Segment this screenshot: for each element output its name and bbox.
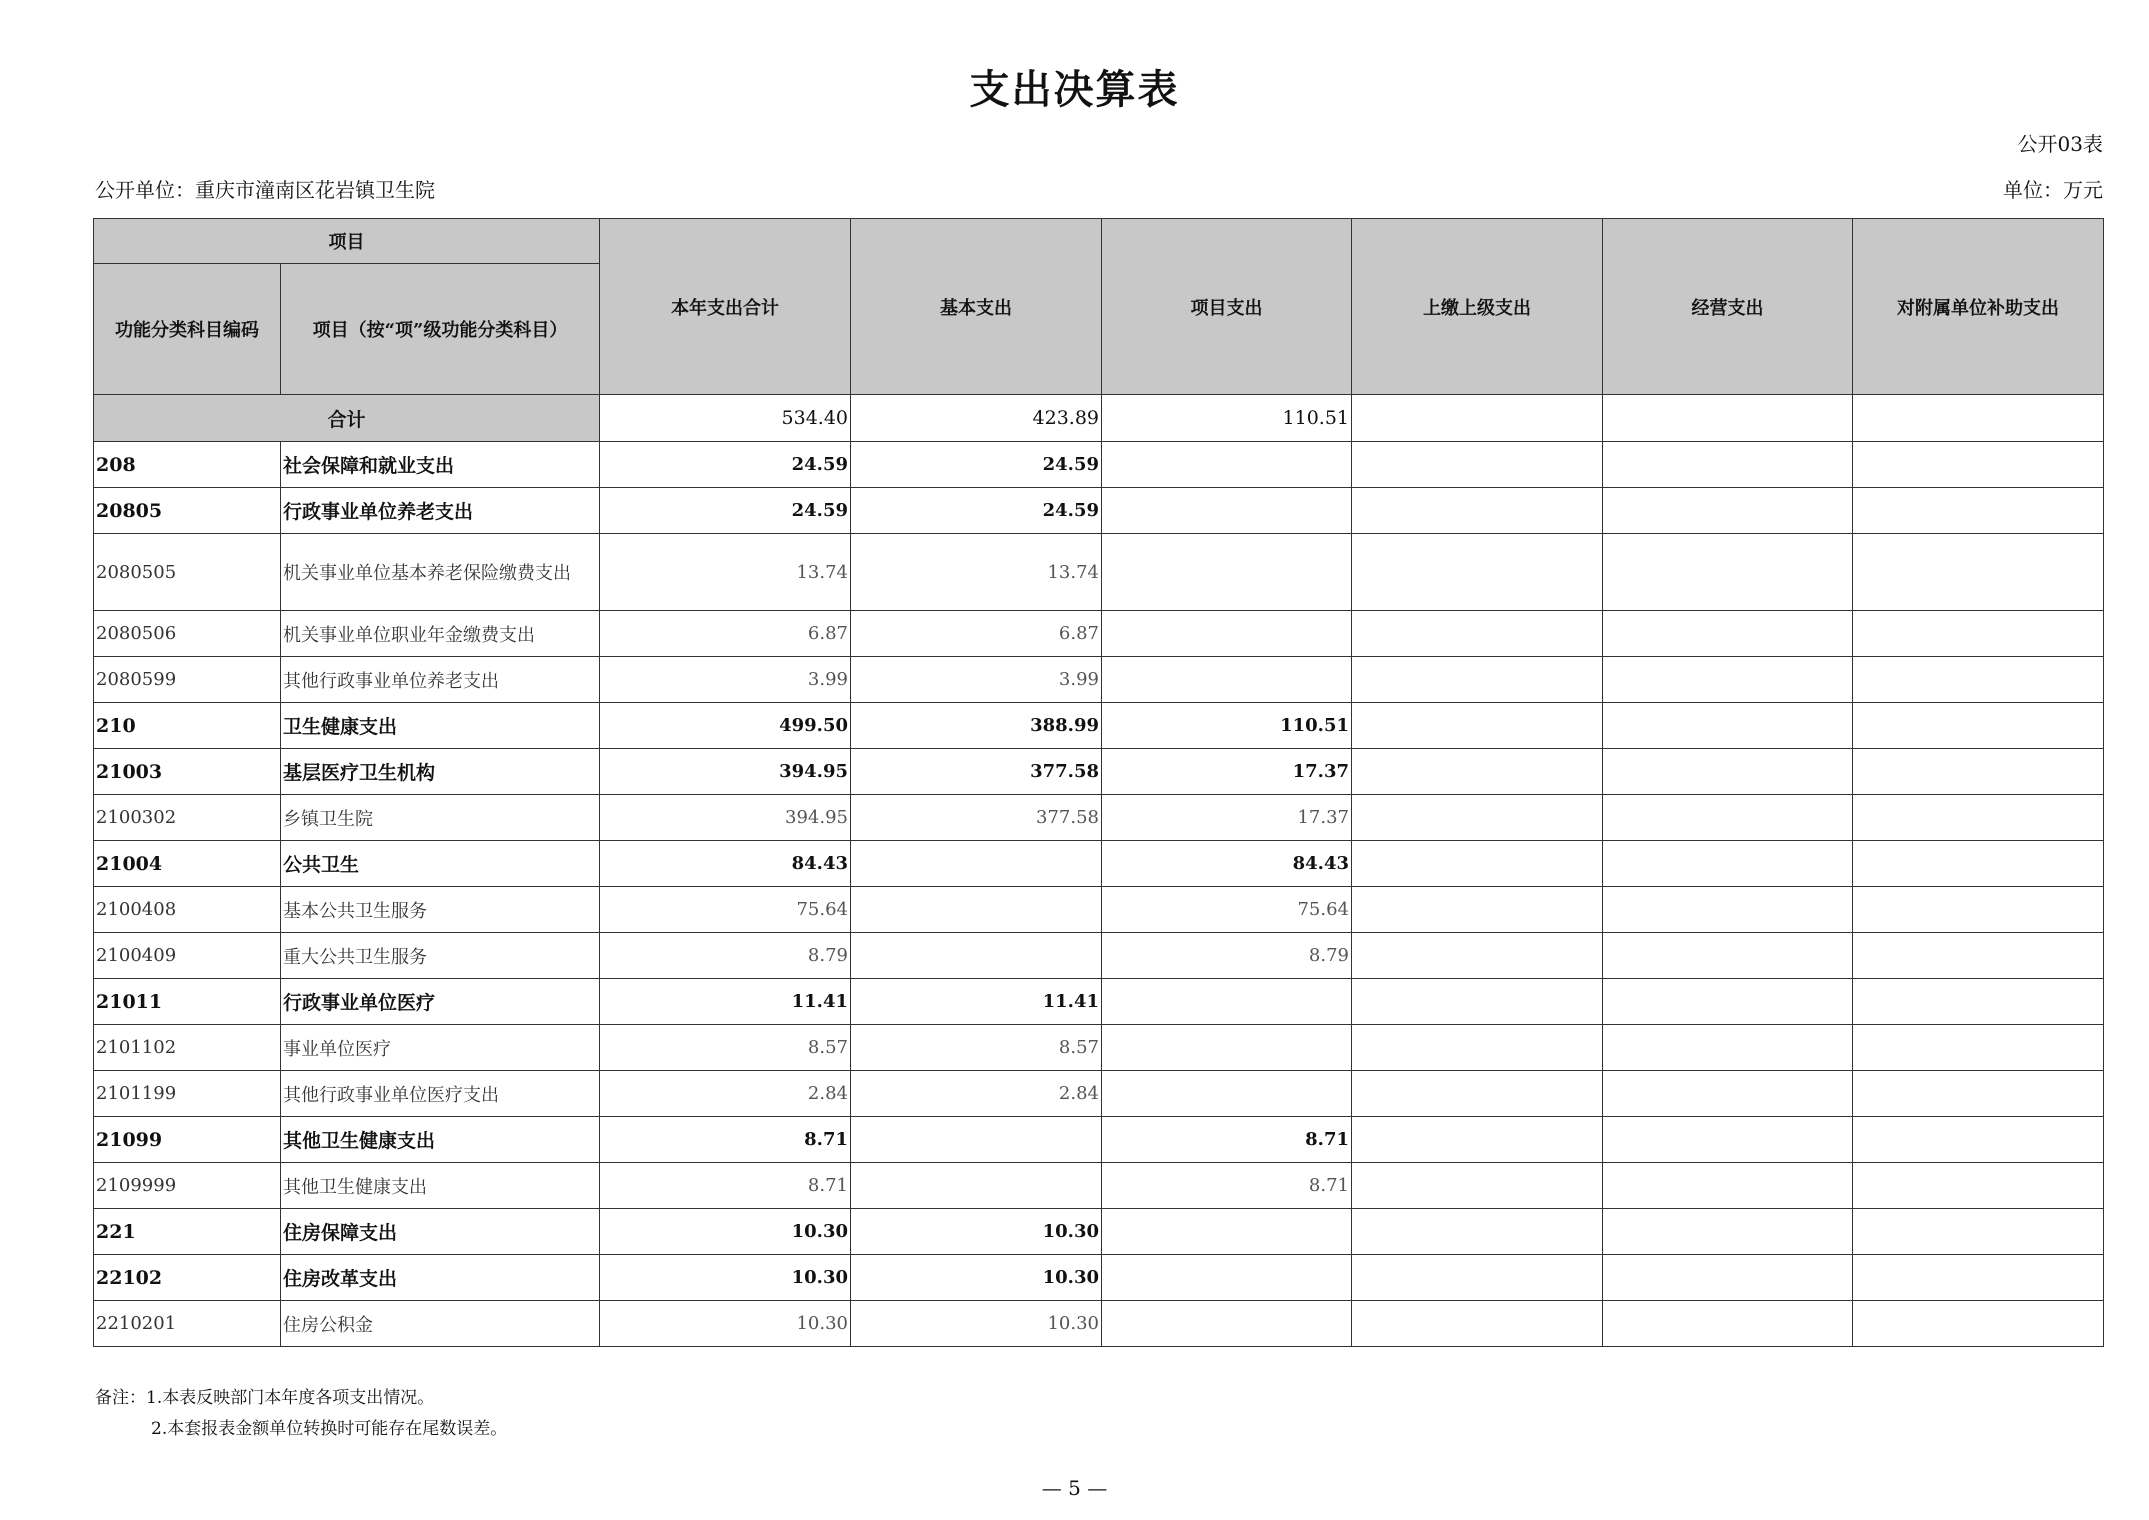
cell-subsidy: [1853, 1209, 2104, 1255]
table-row: [94, 1071, 2104, 1117]
cell-subsidy: [1853, 657, 2104, 703]
cell-subsidy: [1853, 979, 2104, 1025]
cell-upper: [1352, 1255, 1603, 1301]
cell-total: 8.79: [600, 933, 851, 979]
cell-name: 其他卫生健康支出: [281, 1117, 600, 1163]
cell-total: 84.43: [600, 841, 851, 887]
table-row: [94, 749, 2104, 795]
cell-project: [1102, 1255, 1352, 1301]
total-project: 110.51: [1102, 395, 1352, 442]
cell-name: 住房公积金: [281, 1301, 600, 1347]
table-row: [94, 442, 2104, 488]
cell-code: 2101199: [94, 1071, 281, 1117]
cell-subsidy: [1853, 534, 2104, 611]
header-subsidy: 对附属单位补助支出: [1853, 219, 2104, 395]
cell-total: 499.50: [600, 703, 851, 749]
cell-subsidy: [1853, 488, 2104, 534]
header-operation: 经营支出: [1603, 219, 1853, 395]
cell-project: [1102, 1025, 1352, 1071]
cell-basic: [851, 933, 1102, 979]
cell-operation: [1603, 1025, 1853, 1071]
cell-basic: 6.87: [851, 611, 1102, 657]
total-label: 合计: [94, 395, 600, 442]
cell-subsidy: [1853, 887, 2104, 933]
note-1: 备注：1.本表反映部门本年度各项支出情况。: [95, 1388, 435, 1408]
cell-total: 8.57: [600, 1025, 851, 1071]
cell-upper: [1352, 703, 1603, 749]
cell-total: 10.30: [600, 1255, 851, 1301]
cell-upper: [1352, 887, 1603, 933]
cell-basic: [851, 887, 1102, 933]
cell-operation: [1603, 1255, 1853, 1301]
cell-code: 208: [94, 442, 281, 488]
cell-name: 行政事业单位养老支出: [281, 488, 600, 534]
table-row: [94, 1301, 2104, 1347]
cell-name: 行政事业单位医疗: [281, 979, 600, 1025]
total-upper: [1352, 395, 1603, 442]
money-unit: 单位：万元: [2003, 178, 2103, 202]
cell-upper: [1352, 442, 1603, 488]
cell-project: 84.43: [1102, 841, 1352, 887]
cell-project: 17.37: [1102, 795, 1352, 841]
cell-name: 乡镇卫生院: [281, 795, 600, 841]
cell-project: [1102, 534, 1352, 611]
cell-name: 住房保障支出: [281, 1209, 600, 1255]
cell-subsidy: [1853, 442, 2104, 488]
total-total: 534.40: [600, 395, 851, 442]
cell-upper: [1352, 933, 1603, 979]
cell-project: 17.37: [1102, 749, 1352, 795]
cell-operation: [1603, 887, 1853, 933]
cell-name: 其他卫生健康支出: [281, 1163, 600, 1209]
cell-code: 2080505: [94, 534, 281, 611]
cell-subsidy: [1853, 611, 2104, 657]
cell-name: 机关事业单位基本养老保险缴费支出: [281, 534, 600, 611]
cell-operation: [1603, 1209, 1853, 1255]
cell-operation: [1603, 703, 1853, 749]
cell-upper: [1352, 1071, 1603, 1117]
cell-project: [1102, 442, 1352, 488]
cell-basic: 13.74: [851, 534, 1102, 611]
cell-upper: [1352, 1117, 1603, 1163]
cell-subsidy: [1853, 1117, 2104, 1163]
cell-total: 75.64: [600, 887, 851, 933]
cell-basic: 377.58: [851, 795, 1102, 841]
table-row: [94, 979, 2104, 1025]
cell-code: 210: [94, 703, 281, 749]
cell-project: 8.71: [1102, 1117, 1352, 1163]
cell-name: 事业单位医疗: [281, 1025, 600, 1071]
cell-total: 11.41: [600, 979, 851, 1025]
cell-code: 21099: [94, 1117, 281, 1163]
cell-basic: 10.30: [851, 1255, 1102, 1301]
table-row: [94, 887, 2104, 933]
cell-basic: 2.84: [851, 1071, 1102, 1117]
cell-name: 其他行政事业单位医疗支出: [281, 1071, 600, 1117]
table-row: [94, 1025, 2104, 1071]
cell-operation: [1603, 657, 1853, 703]
cell-code: 2100408: [94, 887, 281, 933]
cell-total: 3.99: [600, 657, 851, 703]
header-name: 项目（按“项”级功能分类科目）: [281, 264, 600, 395]
cell-code: 2100302: [94, 795, 281, 841]
cell-total: 2.84: [600, 1071, 851, 1117]
cell-subsidy: [1853, 1025, 2104, 1071]
cell-total: 10.30: [600, 1209, 851, 1255]
cell-basic: 377.58: [851, 749, 1102, 795]
cell-subsidy: [1853, 1071, 2104, 1117]
cell-project: [1102, 1071, 1352, 1117]
table-row: [94, 795, 2104, 841]
table-row: [94, 611, 2104, 657]
cell-upper: [1352, 657, 1603, 703]
cell-project: 75.64: [1102, 887, 1352, 933]
cell-subsidy: [1853, 841, 2104, 887]
total-subsidy: [1853, 395, 2104, 442]
cell-code: 21003: [94, 749, 281, 795]
cell-upper: [1352, 1209, 1603, 1255]
cell-upper: [1352, 1163, 1603, 1209]
cell-upper: [1352, 488, 1603, 534]
cell-total: 13.74: [600, 534, 851, 611]
cell-project: [1102, 979, 1352, 1025]
cell-code: 2109999: [94, 1163, 281, 1209]
cell-name: 住房改革支出: [281, 1255, 600, 1301]
cell-basic: 24.59: [851, 488, 1102, 534]
cell-subsidy: [1853, 703, 2104, 749]
cell-total: 10.30: [600, 1301, 851, 1347]
header-project: 项目支出: [1102, 219, 1352, 395]
header-upper: 上缴上级支出: [1352, 219, 1603, 395]
total-basic: 423.89: [851, 395, 1102, 442]
table-row: [94, 703, 2104, 749]
cell-name: 基本公共卫生服务: [281, 887, 600, 933]
cell-upper: [1352, 749, 1603, 795]
reporting-unit: 公开单位：重庆市潼南区花岩镇卫生院: [95, 178, 435, 202]
cell-operation: [1603, 1163, 1853, 1209]
cell-upper: [1352, 795, 1603, 841]
expenditure-table: [93, 218, 2104, 1347]
cell-project: [1102, 611, 1352, 657]
notes: [95, 1383, 507, 1445]
cell-subsidy: [1853, 933, 2104, 979]
cell-project: [1102, 657, 1352, 703]
cell-operation: [1603, 795, 1853, 841]
header-total: 本年支出合计: [600, 219, 851, 395]
cell-basic: 8.57: [851, 1025, 1102, 1071]
table-row: [94, 1117, 2104, 1163]
cell-code: 22102: [94, 1255, 281, 1301]
cell-operation: [1603, 841, 1853, 887]
cell-basic: [851, 1163, 1102, 1209]
cell-code: 21011: [94, 979, 281, 1025]
table-row: [94, 841, 2104, 887]
cell-total: 394.95: [600, 795, 851, 841]
cell-total: 394.95: [600, 749, 851, 795]
cell-code: 2101102: [94, 1025, 281, 1071]
cell-subsidy: [1853, 1255, 2104, 1301]
cell-operation: [1603, 1301, 1853, 1347]
cell-basic: [851, 1117, 1102, 1163]
cell-project: [1102, 1301, 1352, 1347]
table-row: [94, 534, 2104, 611]
cell-subsidy: [1853, 1301, 2104, 1347]
table-row: [94, 657, 2104, 703]
header-basic: 基本支出: [851, 219, 1102, 395]
cell-code: 21004: [94, 841, 281, 887]
page-title: 支出决算表: [969, 66, 1180, 113]
cell-project: 8.79: [1102, 933, 1352, 979]
cell-upper: [1352, 841, 1603, 887]
table-row: [94, 488, 2104, 534]
cell-upper: [1352, 611, 1603, 657]
cell-operation: [1603, 534, 1853, 611]
cell-operation: [1603, 1117, 1853, 1163]
cell-upper: [1352, 979, 1603, 1025]
cell-basic: 24.59: [851, 442, 1102, 488]
cell-basic: 388.99: [851, 703, 1102, 749]
total-operation: [1603, 395, 1853, 442]
cell-operation: [1603, 933, 1853, 979]
table-row: [94, 1163, 2104, 1209]
cell-subsidy: [1853, 749, 2104, 795]
cell-basic: 10.30: [851, 1209, 1102, 1255]
cell-upper: [1352, 1025, 1603, 1071]
table-row: [94, 1209, 2104, 1255]
cell-basic: [851, 841, 1102, 887]
cell-upper: [1352, 534, 1603, 611]
cell-code: 221: [94, 1209, 281, 1255]
cell-total: 6.87: [600, 611, 851, 657]
cell-name: 重大公共卫生服务: [281, 933, 600, 979]
cell-operation: [1603, 488, 1853, 534]
cell-code: 2100409: [94, 933, 281, 979]
cell-total: 8.71: [600, 1117, 851, 1163]
cell-total: 24.59: [600, 442, 851, 488]
cell-upper: [1352, 1301, 1603, 1347]
cell-subsidy: [1853, 795, 2104, 841]
cell-operation: [1603, 442, 1853, 488]
cell-subsidy: [1853, 1163, 2104, 1209]
cell-project: [1102, 1209, 1352, 1255]
cell-total: 24.59: [600, 488, 851, 534]
cell-basic: 11.41: [851, 979, 1102, 1025]
total-row: [94, 395, 2104, 442]
cell-name: 社会保障和就业支出: [281, 442, 600, 488]
cell-project: [1102, 488, 1352, 534]
header-item: 项目: [94, 219, 600, 264]
cell-code: 20805: [94, 488, 281, 534]
cell-basic: 10.30: [851, 1301, 1102, 1347]
page-number: — 5 —: [1041, 1476, 1108, 1500]
cell-operation: [1603, 611, 1853, 657]
cell-name: 公共卫生: [281, 841, 600, 887]
table-row: [94, 1255, 2104, 1301]
cell-project: 8.71: [1102, 1163, 1352, 1209]
cell-total: 8.71: [600, 1163, 851, 1209]
cell-name: 基层医疗卫生机构: [281, 749, 600, 795]
header-code: 功能分类科目编码: [94, 264, 281, 395]
cell-code: 2080599: [94, 657, 281, 703]
cell-project: 110.51: [1102, 703, 1352, 749]
cell-name: 机关事业单位职业年金缴费支出: [281, 611, 600, 657]
cell-code: 2210201: [94, 1301, 281, 1347]
cell-name: 卫生健康支出: [281, 703, 600, 749]
note-2: 2.本套报表金额单位转换时可能存在尾数误差。: [151, 1419, 508, 1439]
cell-operation: [1603, 749, 1853, 795]
cell-basic: 3.99: [851, 657, 1102, 703]
cell-code: 2080506: [94, 611, 281, 657]
form-number: 公开03表: [2017, 132, 2103, 156]
cell-operation: [1603, 979, 1853, 1025]
table-row: [94, 933, 2104, 979]
cell-operation: [1603, 1071, 1853, 1117]
cell-name: 其他行政事业单位养老支出: [281, 657, 600, 703]
